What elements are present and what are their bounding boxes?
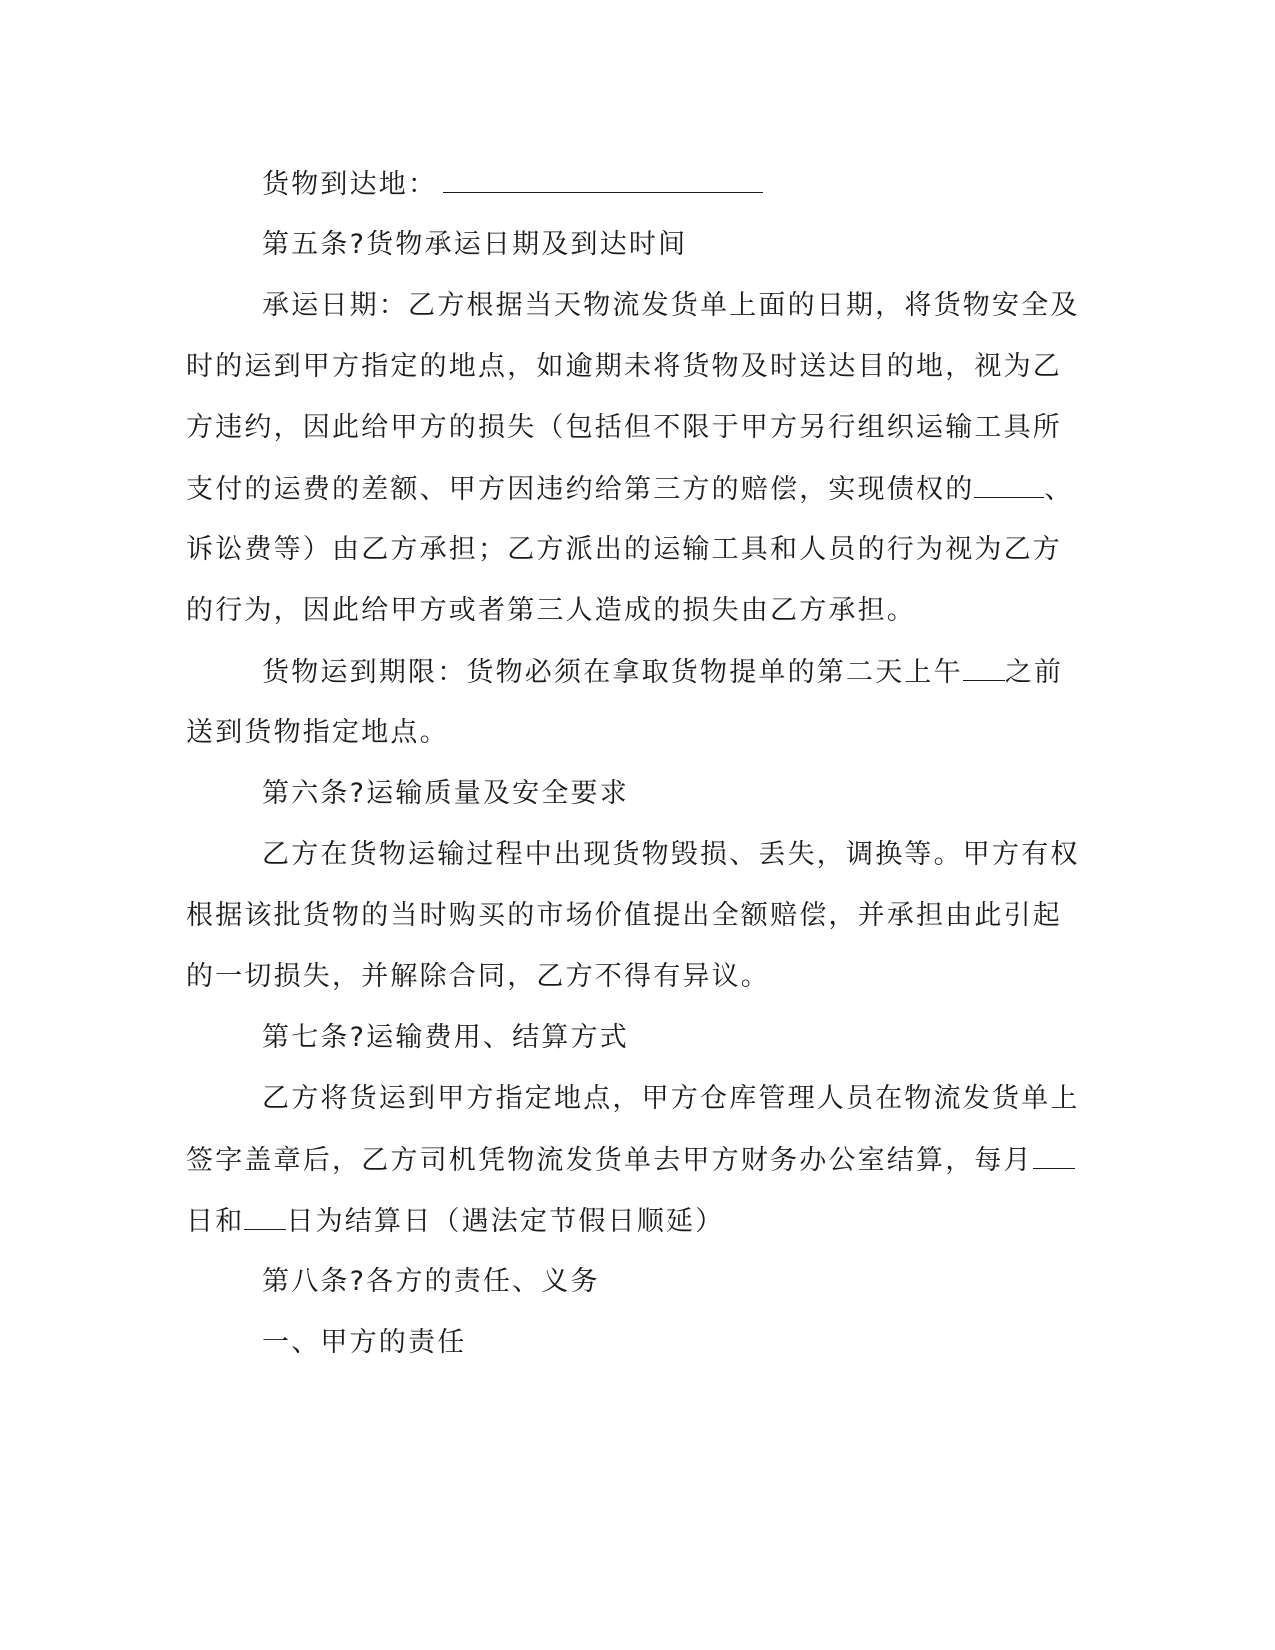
paragraph-text: 、: [1044, 474, 1074, 505]
paragraph-text: 日为结算日（遇法定节假日顺延）: [286, 1206, 725, 1237]
article-5-heading: 第五条?货物承运日期及到达时间: [262, 229, 688, 260]
paragraph-line: 根据该批货物的当时购买的市场价值提出全额赔偿，并承担由此引起: [186, 900, 1062, 931]
cargo-destination-label: 货物到达地：: [262, 169, 438, 200]
paragraph-line: 送到货物指定地点。: [186, 717, 449, 748]
article-8-heading: 第八条?各方的责任、义务: [262, 1266, 600, 1297]
article-6-heading: 第六条?运输质量及安全要求: [262, 778, 629, 809]
cargo-destination-line: [186, 166, 1086, 227]
paragraph-text: 支付的运费的差额、甲方因违约给第三方的赔偿，实现债权的: [186, 474, 975, 505]
paragraph-line: 时的运到甲方指定的地点，如逾期未将货物及时送达目的地，视为乙: [186, 351, 1062, 382]
paragraph-text: 签字盖章后，乙方司机凭物流发货单去甲方财务办公室结算，每月: [186, 1145, 1033, 1176]
paragraph-line: 的一切损失，并解除合同，乙方不得有异议。: [186, 961, 770, 992]
paragraph-text: 之前: [1004, 657, 1064, 688]
paragraph-line: 诉讼费等）由乙方承担；乙方派出的运输工具和人员的行为视为乙方: [186, 534, 1062, 565]
document-body: [186, 166, 1086, 1386]
day-blank: [1033, 1142, 1075, 1169]
day-blank: [244, 1203, 286, 1230]
paragraph-line: [186, 654, 1086, 715]
paragraph-line: [186, 471, 1086, 532]
paragraph-line: 的行为，因此给甲方或者第三人造成的损失由乙方承担。: [186, 595, 916, 626]
paragraph-text: 货物运到期限：货物必须在拿取货物提单的第二天上午: [262, 657, 963, 688]
paragraph-line: 乙方在货物运输过程中出现货物毁损、丢失，调换等。甲方有权: [262, 839, 1080, 870]
paragraph-line: 乙方将货运到甲方指定地点，甲方仓库管理人员在物流发货单上: [262, 1083, 1080, 1114]
paragraph-line: 承运日期：乙方根据当天物流发货单上面的日期，将货物安全及: [262, 290, 1080, 321]
section-heading: 一、甲方的责任: [262, 1327, 467, 1358]
paragraph-line: [186, 1203, 1086, 1264]
paragraph-line: [186, 1142, 1086, 1203]
time-blank: [963, 654, 1005, 681]
paragraph-text: 日和: [186, 1206, 245, 1237]
fee-blank: [974, 471, 1044, 498]
paragraph-line: 方违约，因此给甲方的损失（包括但不限于甲方另行组织运输工具所: [186, 412, 1062, 443]
destination-blank: [443, 166, 763, 193]
article-7-heading: 第七条?运输费用、结算方式: [262, 1022, 629, 1053]
